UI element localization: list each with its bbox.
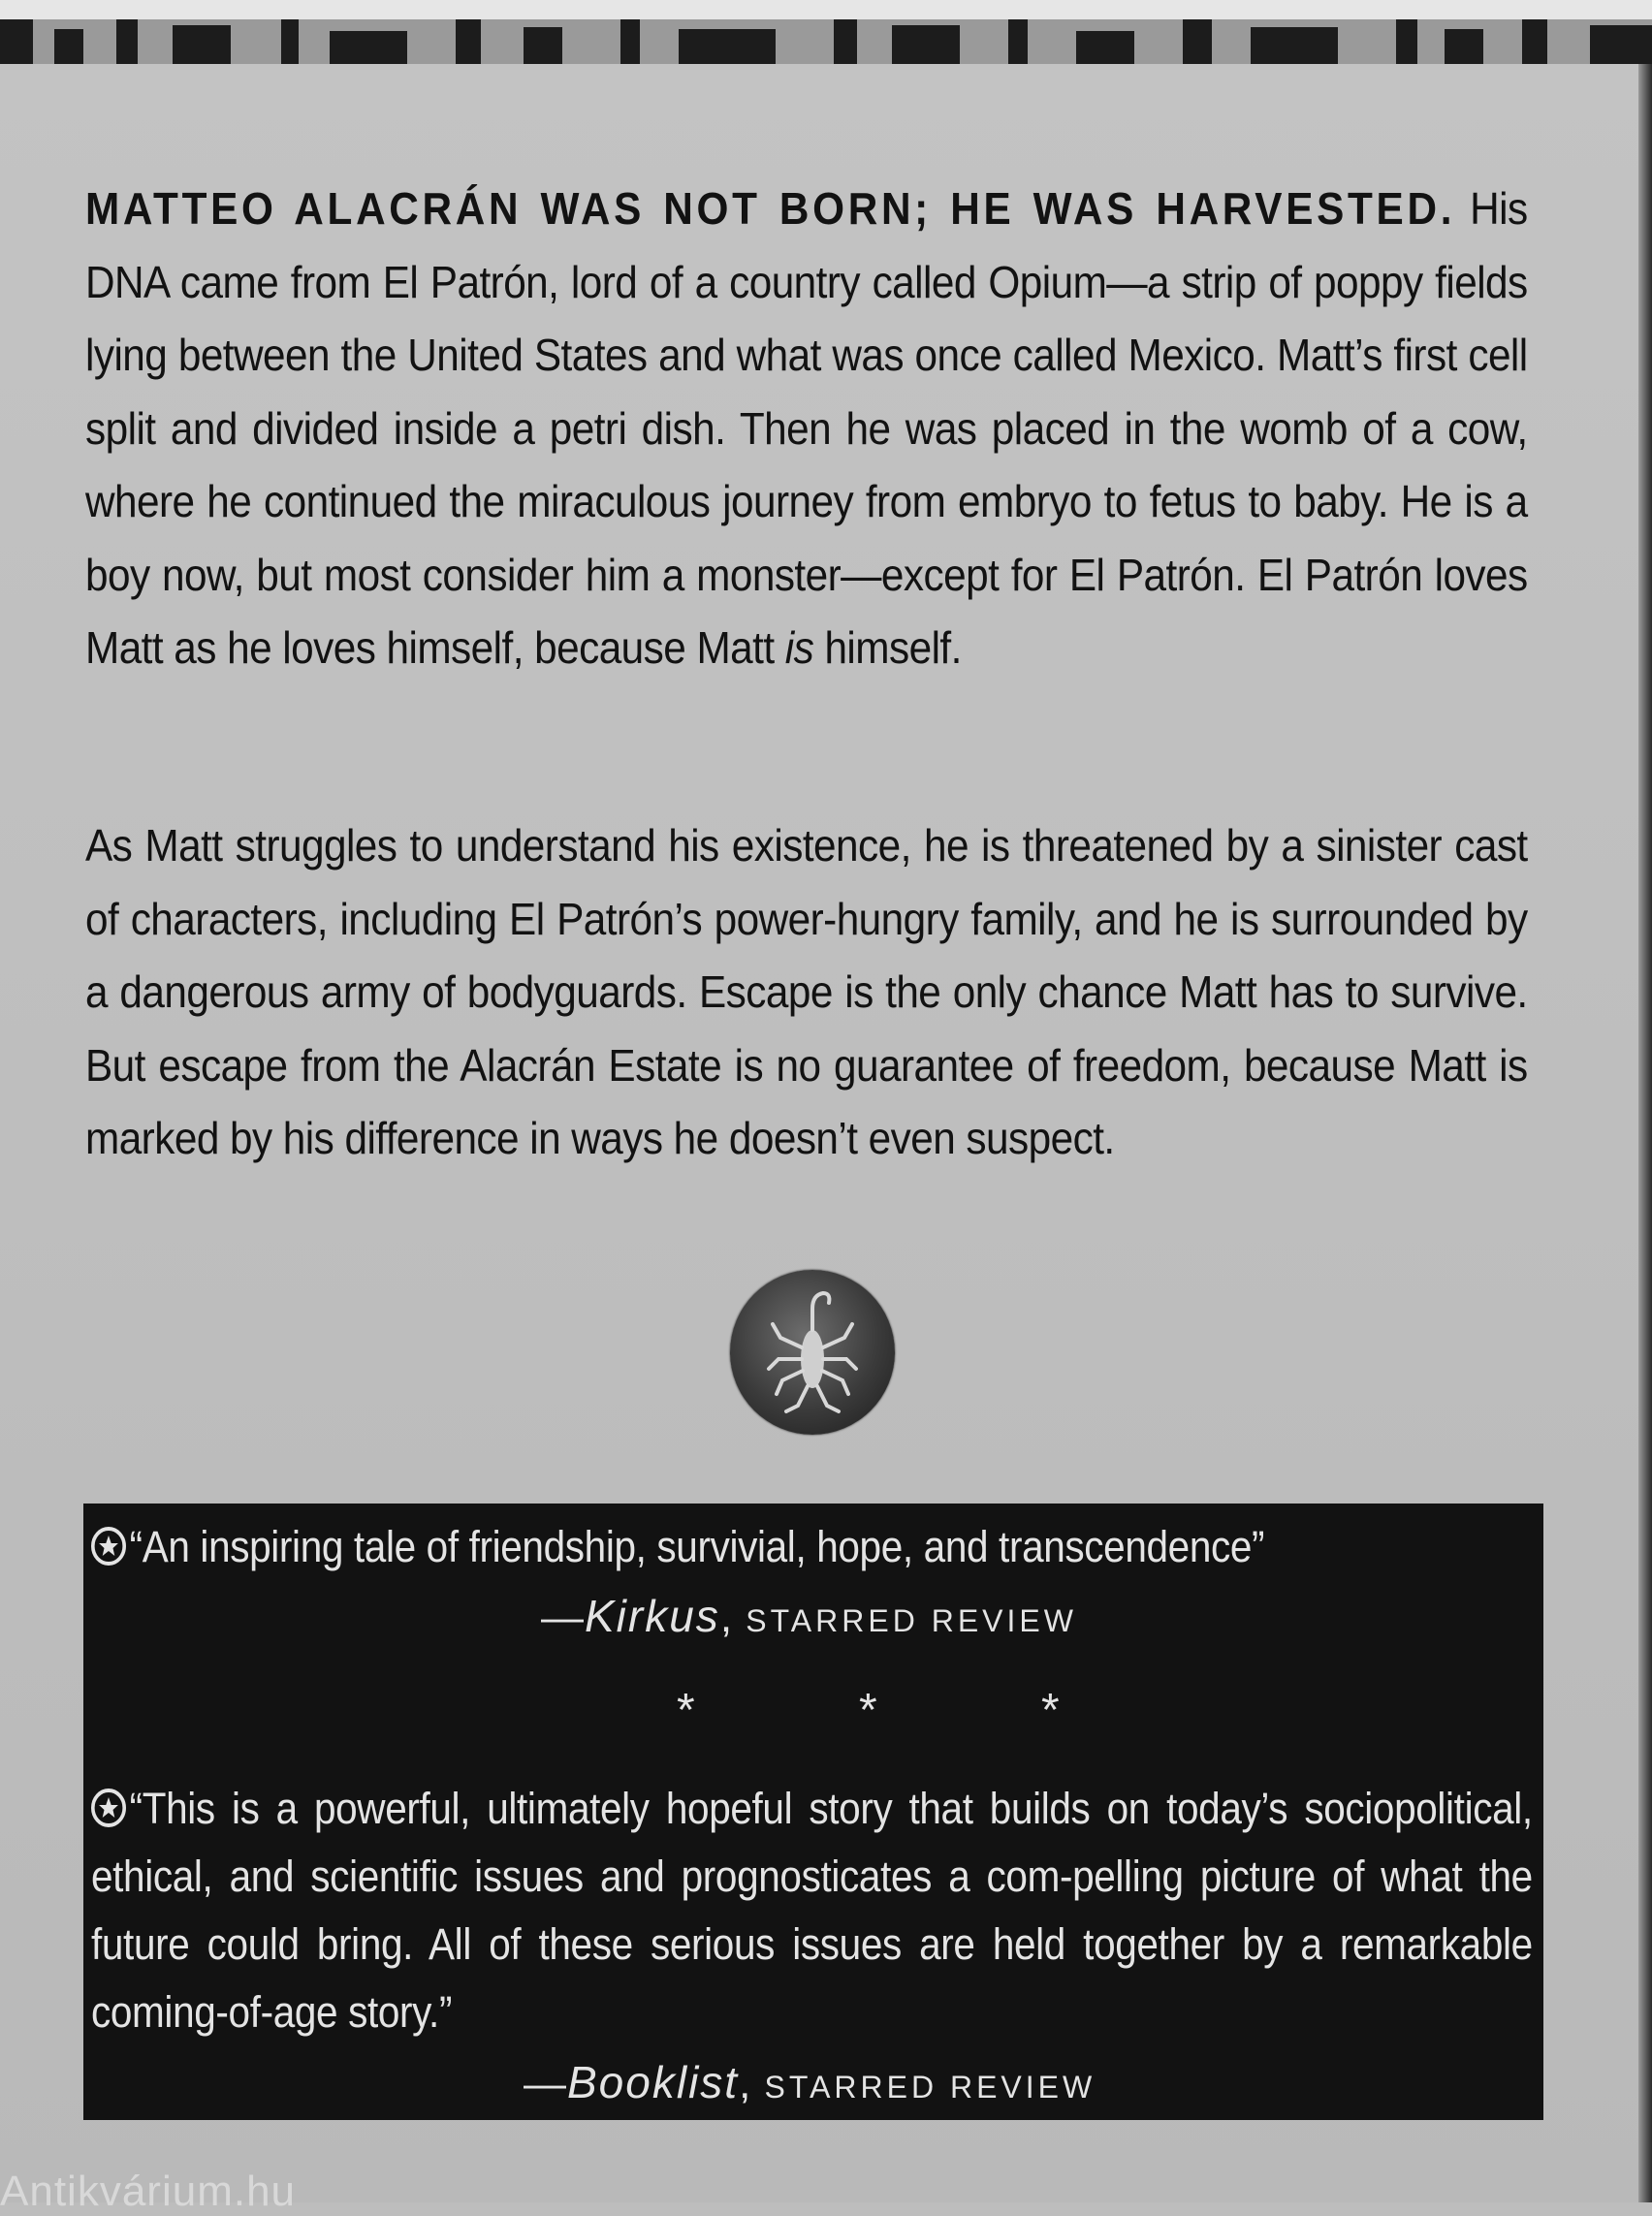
scorpion-icon bbox=[730, 1270, 895, 1435]
blurb-lead: MATTEO ALACRÁN WAS NOT BORN; HE WAS HARVESTED. bbox=[85, 183, 1456, 234]
watermark: Antikvárium.hu bbox=[0, 2168, 297, 2215]
review-1-dash: — bbox=[541, 1594, 585, 1641]
review-1-comma: , bbox=[719, 1594, 734, 1641]
starred-review-icon bbox=[91, 1527, 126, 1566]
review-separator: * * * bbox=[677, 1685, 1135, 1736]
blurb-paragraph-2 bbox=[85, 809, 1528, 1176]
blurb-p1-end: himself. bbox=[813, 622, 962, 673]
blurb-p2-text: As Matt struggles to understand his existence, he is threatened by a sinister cast of characters, including El Patrón’s power-hungry family, and he is surrounded by a dangerous army of bodyguards. Escape is the only chance Matt has to survive. But escape from the Alacrán Estate is no guarantee of freedom, because Matt is marked by his difference in ways he doesn’t even suspect. bbox=[85, 820, 1528, 1163]
review-quote-2 bbox=[91, 1775, 1533, 2046]
review-1-kind: STARRED REVIEW bbox=[746, 1603, 1077, 1638]
review-1-text: “An inspiring tale of friendship, survivial, hope, and transcendence” bbox=[129, 1522, 1265, 1571]
review-2-kind: STARRED REVIEW bbox=[764, 2070, 1096, 2105]
review-2-comma: , bbox=[739, 2060, 752, 2107]
blurb-p1-emphasis: is bbox=[784, 622, 814, 673]
starred-review-icon bbox=[91, 1789, 126, 1827]
top-cover-band bbox=[0, 0, 1652, 70]
review-2-text: “This is a powerful, ultimately hopeful story that builds on today’s sociopolitical, ethical, and scientific issues and prognosticates a com-pelling picture of what the future could bring. All of these serious issues are held together by a remarkable coming-of-age story.” bbox=[91, 1784, 1533, 2037]
review-1-attribution bbox=[541, 1590, 1077, 1642]
decorative-pattern bbox=[0, 19, 1652, 70]
blurb-p1-text: His DNA came from El Patrón, lord of a country called Opium—a strip of poppy fields lying between the United States and what was once called Mexico. Matt’s first cell split and divided inside a petri dish. Then he was placed in the womb of a cow, where he continued the miraculous journey from embryo to fetus to baby. He is a boy now, but most consider him a monster—except for El Patrón. El Patrón loves Matt as he loves himself, because Matt bbox=[85, 183, 1528, 673]
review-2-source: Booklist bbox=[567, 2057, 740, 2107]
review-2-dash: — bbox=[524, 2060, 567, 2107]
cover-edge bbox=[1638, 64, 1652, 2202]
review-1-source: Kirkus bbox=[585, 1591, 720, 1641]
scorpion-emblem bbox=[730, 1270, 895, 1435]
page-edge bbox=[0, 0, 1652, 21]
blurb-paragraph-1 bbox=[85, 173, 1528, 685]
reviews-box bbox=[83, 1504, 1543, 2120]
review-2-attribution bbox=[524, 2056, 1096, 2108]
review-quote-1 bbox=[91, 1513, 1531, 1581]
